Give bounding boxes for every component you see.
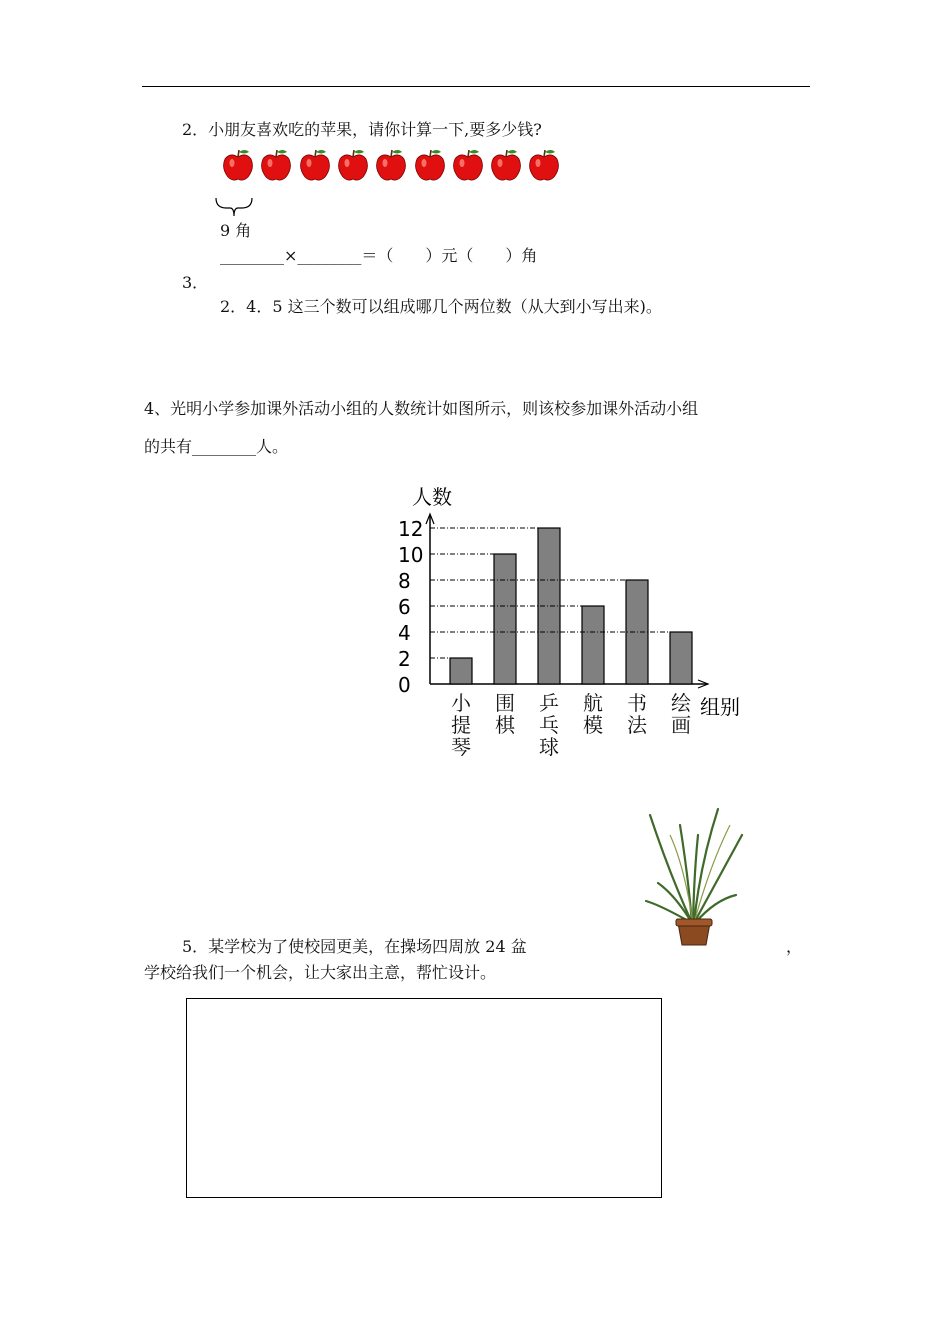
- chart-ylabel: 人数: [412, 485, 452, 509]
- q5-comma: ，: [786, 937, 803, 956]
- y-tick-label: 0: [398, 673, 411, 697]
- y-tick-label: 4: [398, 621, 411, 645]
- q3-text: 2．4．5 这三个数可以组成哪几个两位数（从大到小写出来)。: [220, 297, 662, 316]
- apple-icon: [490, 148, 522, 182]
- q2-formula: ________×________＝（ ）元（ ）角: [220, 246, 538, 265]
- x-category-label: 小提琴: [451, 691, 471, 759]
- q5-line2: 学校给我们一个机会，让大家出主意，帮忙设计。: [144, 963, 497, 982]
- apple-icon: [375, 148, 407, 182]
- potted-plant-icon: [640, 805, 750, 953]
- x-category-label: 绘画: [671, 691, 691, 737]
- bar: [582, 606, 604, 684]
- x-category-label: 书法: [627, 691, 647, 737]
- apple-icon: [337, 148, 369, 182]
- answer-drawing-box[interactable]: [186, 998, 662, 1198]
- apple-icon: [260, 148, 292, 182]
- bar: [450, 658, 472, 684]
- y-tick-label: 12: [398, 517, 424, 541]
- bar: [494, 554, 516, 684]
- q2-text: 2．小朋友喜欢吃的苹果，请你计算一下,要多少钱?: [182, 120, 542, 139]
- bar-chart: [390, 480, 760, 780]
- bar: [670, 632, 692, 684]
- y-tick-label: 8: [398, 569, 411, 593]
- y-tick-label: 2: [398, 647, 411, 671]
- y-tick-label: 6: [398, 595, 411, 619]
- apple-icon: [528, 148, 560, 182]
- x-category-label: 围棋: [495, 691, 515, 737]
- x-category-label: 乒乓球: [539, 691, 559, 759]
- apple-icon: [452, 148, 484, 182]
- chart-xlabel: 组别: [700, 695, 740, 719]
- q5-line1: 5．某学校为了使校园更美，在操场四周放 24 盆: [182, 937, 527, 956]
- q4-line1: 4、光明小学参加课外活动小组的人数统计如图所示，则该校参加课外活动小组: [144, 399, 699, 418]
- q4-line2: 的共有________人。: [144, 437, 289, 456]
- brace-icon: [214, 196, 254, 218]
- x-category-label: 航模: [583, 691, 603, 737]
- top-rule: [142, 86, 810, 87]
- apple-icon: [414, 148, 446, 182]
- q2-price-label: 9 角: [220, 221, 252, 240]
- apple-icon: [222, 148, 254, 182]
- apple-icon: [299, 148, 331, 182]
- q3-number: 3．: [182, 273, 209, 292]
- y-tick-label: 10: [398, 543, 424, 567]
